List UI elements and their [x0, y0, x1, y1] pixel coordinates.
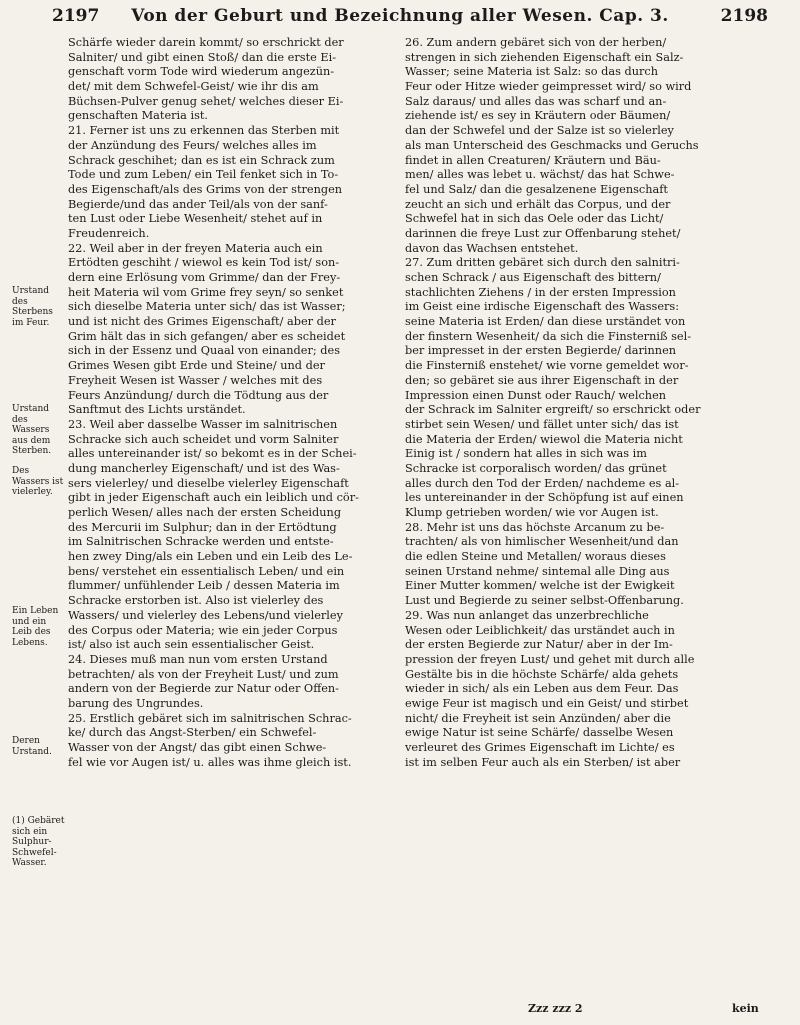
text-line: Lust und Begierde zu seiner selbst-Offenbarung.	[405, 594, 684, 608]
text-line: dern eine Erlösung vom Grimme/ dan der Frey-	[68, 271, 341, 284]
text-line: zeucht an sich und erhält das Corpus, und der	[405, 197, 671, 211]
page-number-right: 2198	[720, 6, 768, 26]
text-line: dan der Schwefel und der Salze ist so vielerley	[405, 124, 674, 138]
text-line: Büchsen-Pulver genug sehet/ welches dieser Ei-	[68, 94, 344, 108]
text-line: Schrack geschihet; dan es ist ein Schrack zum	[68, 153, 335, 167]
text-line: Freudenreich.	[68, 226, 150, 240]
text-line: 24. Dieses muß man nun vom ersten Urstand	[68, 652, 328, 666]
text-line: davon das Wachsen entstehet.	[405, 241, 579, 255]
text-line: les untereinander in der Schöpfung ist auf einen	[405, 491, 684, 505]
text-line: die Finsterniß enstehet/ wie vorne gemeldet wor-	[405, 359, 689, 373]
text-line: hen zwey Ding/als ein Leben und ein Leib des Le-	[68, 550, 353, 564]
text-line: die Materia der Erden/ wiewol die Materia nicht	[405, 432, 683, 446]
text-line: der ersten Begierde zur Natur/ aber in der Im-	[405, 638, 673, 652]
margin-note: Des Wassers ist vielerley.	[12, 466, 64, 497]
text-line: der finstern Wesenheit/ da sich die Finsterniß sel-	[405, 329, 692, 343]
text-line: als man Unterscheid des Geschmacks und Geruchs	[405, 138, 699, 152]
margin-note: Ein Leben und ein Leib des Lebens.	[12, 606, 59, 648]
text-line: Schracke sich auch scheidet und vorm Salniter	[68, 432, 339, 446]
text-line: gibt in jeder Eigenschaft auch ein leiblich und cör-	[68, 491, 359, 505]
text-line: des Mercurii im Sulphur; dan in der Ertödtung	[68, 520, 337, 534]
text-line: Klump getrieben worden/ wie vor Augen ist.	[405, 506, 659, 519]
text-line: verleuret des Grimes Eigenschaft im Lichte/ es	[405, 741, 675, 754]
text-line: stirbet sein Wesen/ und fället unter sich/ das ist	[405, 417, 679, 431]
text-line: bens/ verstehet ein essentialisch Leben/ und ein	[68, 564, 345, 578]
text-line: Freyheit Wesen ist Wasser / welches mit des	[68, 373, 323, 387]
text-line: seinen Urstand nehme/ sintemal alle Ding aus	[405, 564, 670, 578]
text-line: ziehende ist/ es sey in Kräutern oder Bäumen/	[405, 109, 671, 123]
text-line: ten Lust oder Liebe Wesenheit/ stehet auf in	[68, 212, 323, 226]
catchword: kein	[732, 1002, 759, 1015]
text-line: andern von der Begierde zur Natur oder Offen-	[68, 682, 339, 696]
text-line: 26. Zum andern gebäret sich von der herben/	[405, 36, 667, 49]
text-line: genschaften Materia ist.	[68, 109, 209, 123]
text-line: der Anzündung des Feurs/ welches alles im	[68, 138, 317, 152]
text-line: 22. Weil aber in der freyen Materia auch ein	[68, 241, 323, 255]
margin-note: Urstand des Sterbens im Feur.	[12, 286, 53, 328]
text-line: Salz daraus/ und alles das was scharf und an-	[405, 94, 667, 108]
text-line: 23. Weil aber dasselbe Wasser im salnitrischen	[68, 417, 338, 431]
text-line: 25. Erstlich gebäret sich im salnitrischen Schrac-	[68, 711, 352, 725]
page-header	[0, 6, 800, 32]
text-line: Wassers/ und vielerley des Lebens/und vielerley	[68, 608, 343, 622]
text-line: im Salnitrischen Schracke werden und entste-	[68, 535, 334, 549]
text-line: seine Materia ist Erden/ dan diese urständet von	[405, 315, 686, 329]
text-line: Gestälte bis in die höchste Schärfe/ alda gehets	[405, 667, 679, 681]
text-line: die edlen Steine und Metallen/ woraus dieses	[405, 550, 666, 564]
text-line: stachlichten Ziehens / in der ersten Impression	[405, 285, 676, 299]
text-line: ist im selben Feur auch als ein Sterben/ ist aber	[405, 755, 681, 769]
text-line: den; so gebäret sie aus ihrer Eigenschaft in der	[405, 373, 679, 387]
text-line: Einer Mutter kommen/ welche ist der Ewigkeit	[405, 579, 675, 593]
text-line: Schracke ist corporalisch worden/ das grünet	[405, 461, 667, 475]
text-line: alles durch den Tod der Erden/ nachdeme es al-	[405, 476, 680, 490]
text-line: genschaft vorm Tode wird wiederum angezün-	[68, 65, 335, 79]
text-line: det/ mit dem Schwefel-Geist/ wie ihr dis am	[68, 80, 319, 94]
text-line: betrachten/ als von der Freyheit Lust/ und zum	[68, 667, 339, 681]
text-line: heit Materia wil vom Grime frey seyn/ so senket	[68, 285, 344, 299]
margin-note: Urstand des Wassers aus dem Sterben.	[12, 404, 52, 456]
text-line: Sanftmut des Lichts urständet.	[68, 403, 246, 417]
text-line: Salniter/ und gibt einen Stoß/ dan die erste Ei-	[68, 50, 337, 64]
text-line: der Schrack im Salniter ergreift/ so erschrickt oder	[405, 403, 701, 417]
text-line: Wesen oder Leiblichkeit/ das urständet auch in	[405, 623, 675, 637]
text-line: ewige Natur ist seine Schärfe/ dasselbe Wesen	[405, 726, 674, 740]
text-line: des Corpus oder Materia; wie ein jeder Corpus	[68, 623, 338, 637]
text-line: Feurs Anzündung/ durch die Tödtung aus der	[68, 388, 329, 402]
right-text-column	[405, 36, 762, 770]
text-line: alles untereinander ist/ so bekomt es in der Schei-	[68, 447, 357, 461]
text-line: men/ alles was lebet u. wächst/ das hat Schwe-	[405, 168, 675, 182]
text-line: Schwefel hat in sich das Oele oder das Licht/	[405, 212, 664, 226]
margin-note: Deren Urstand.	[12, 736, 52, 757]
text-line: Ertödten geschiht / wiewol es kein Tod ist/ son-	[68, 256, 340, 270]
page-number-left: 2197	[52, 6, 100, 26]
text-line: nicht/ die Freyheit ist sein Anzünden/ aber die	[405, 711, 671, 725]
text-line: ist/ also ist auch sein essentialischer Geist.	[68, 638, 315, 652]
text-line: 21. Ferner ist uns zu erkennen das Sterben mit	[68, 124, 340, 138]
text-line: fel wie vor Augen ist/ u. alles was ihme gleich ist.	[68, 755, 352, 769]
text-line: Wasser; seine Materia ist Salz: so das durch	[405, 65, 658, 79]
text-line: Grimes Wesen gibt Erde und Steine/ und der	[68, 359, 325, 373]
text-line: 28. Mehr ist uns das höchste Arcanum zu be-	[405, 520, 665, 534]
text-line: pression der freyen Lust/ und gehet mit durch alle	[405, 652, 695, 666]
text-line: strengen in sich ziehenden Eigenschaft ein Salz-	[405, 50, 684, 64]
text-line: flummer/ unfühlender Leib / dessen Materia im	[68, 579, 340, 593]
text-line: Schärfe wieder darein kommt/ so erschrickt der	[68, 36, 344, 49]
text-line: Begierde/und das ander Teil/als von der sanf-	[68, 197, 328, 211]
text-line: ke/ durch das Angst-Sterben/ ein Schwefel-	[68, 726, 317, 740]
text-line: sich dieselbe Materia unter sich/ das ist Wasser;	[68, 300, 346, 314]
margin-note: (1) Gebäret sich ein Sulphur-Schwefel-Wasser.	[12, 816, 65, 868]
running-title: Von der Geburt und Bezeichnung aller Wesen. Cap. 3.	[131, 6, 669, 26]
text-line: sers vielerley/ und dieselbe vielerley Eigenschaft	[68, 476, 349, 490]
text-line: Schracke erstorben ist. Also ist vielerley des	[68, 594, 324, 608]
text-line: ewige Feur ist magisch und ein Geist/ und stirbet	[405, 696, 689, 710]
signature-mark: Zzz zzz 2	[528, 1002, 583, 1015]
text-line: darinnen die freye Lust zur Offenbarung stehet/	[405, 226, 681, 240]
text-line: findet in allen Creaturen/ Kräutern und Bäu-	[405, 153, 661, 167]
text-line: Tode und zum Leben/ ein Teil fenket sich in To-	[68, 168, 339, 182]
text-line: fel und Salz/ dan die gesalzenene Eigenschaft	[405, 182, 668, 196]
text-line: schen Schrack / aus Eigenschaft des bittern/	[405, 271, 661, 284]
text-line: perlich Wesen/ alles nach der ersten Scheidung	[68, 506, 342, 519]
text-line: Grim hält das in sich gefangen/ aber es scheidet	[68, 329, 346, 343]
left-text-column	[68, 36, 391, 770]
text-line: 27. Zum dritten gebäret sich durch den salnitri-	[405, 256, 680, 270]
text-line: 29. Was nun anlanget das unzerbrechliche	[405, 608, 649, 622]
text-line: Wasser von der Angst/ das gibt einen Schwe-	[68, 741, 327, 754]
text-line: des Eigenschaft/als des Grims von der strengen	[68, 182, 343, 196]
text-line: trachten/ als von himlischer Wesenheit/und dan	[405, 535, 679, 549]
text-line: Feur oder Hitze wieder geimpresset wird/ so wird	[405, 80, 692, 94]
text-line: barung des Ungrundes.	[68, 696, 204, 710]
text-line: Einig ist / sondern hat alles in sich was im	[405, 447, 647, 461]
text-line: und ist nicht des Grimes Eigenschaft/ aber der	[68, 315, 336, 329]
text-line: Impression einen Dunst oder Rauch/ welchen	[405, 388, 667, 402]
text-line: sich in der Essenz und Quaal von einander; des	[68, 344, 340, 358]
text-line: im Geist eine irdische Eigenschaft des Wassers:	[405, 300, 680, 314]
text-line: ber impresset in der ersten Begierde/ darinnen	[405, 344, 677, 358]
text-line: dung mancherley Eigenschaft/ und ist des Was-	[68, 461, 340, 475]
text-line: wieder in sich/ als ein Leben aus dem Feur. Das	[405, 682, 679, 696]
